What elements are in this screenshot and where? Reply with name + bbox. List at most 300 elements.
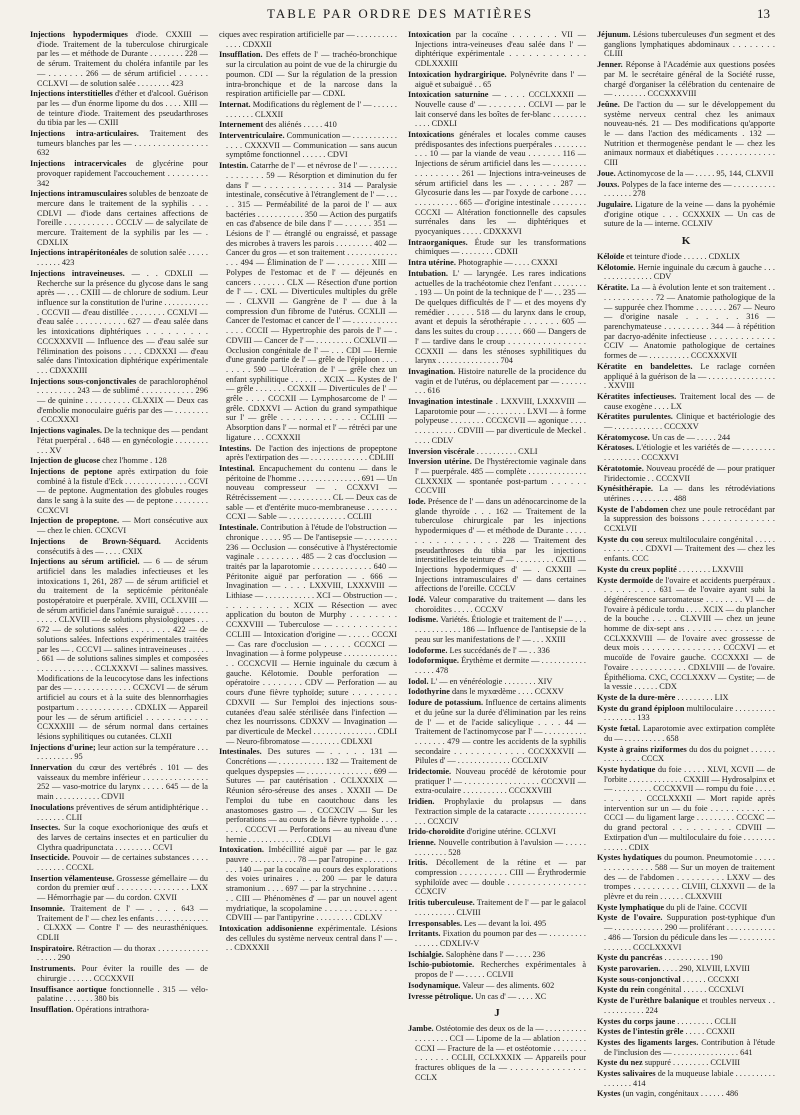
index-entry <box>408 70 586 89</box>
entry-text: préventives de sérum antidiphtérique . . . . . . . . . CLII <box>37 802 208 822</box>
index-entry <box>408 656 586 675</box>
entry-text: . . . . . . CCCXXI <box>682 974 739 984</box>
entry-heading: Iritis tuberculeuse. <box>408 898 475 908</box>
entry-text: solubles de benzoate de mercure dans le traitement de la syphilis . . . CDLVI — d'iode dans certaines affections de l'oreille . . . . . . . . . . . CCCLV — de salycilate de mercure. Traitement de la syphilis par les — . CDXLIX <box>37 189 208 247</box>
entry-heading: Intestinal. <box>219 463 255 473</box>
index-entry <box>408 698 586 766</box>
index-entry <box>408 497 586 594</box>
entry-text: expérimentale. Lésions des cellules du système nerveux central dans l' — . . . CDXXXII <box>226 923 397 953</box>
entry-text: de solution salée . . . . . . . . . . . 423 <box>37 248 208 268</box>
index-entry <box>408 929 586 948</box>
index-entry <box>30 874 208 903</box>
index-column-1 <box>30 30 208 1110</box>
entry-text: Polypes de la face interne des — . . . . . . . . . . . . . . . . . 278 <box>604 179 775 199</box>
entry-text: L'étiologie et les variétés de — . . . . . . . . . . . . . . . . . CCCXXVI <box>604 443 775 463</box>
entry-heading: Insuffisance aortique <box>30 984 107 994</box>
entry-text: congénital . . . . . . CCCXLVI <box>646 985 745 995</box>
index-entry <box>30 129 208 158</box>
entry-text: Valeur — des aliments. 602 <box>462 980 555 990</box>
entry-heading: Intubation. <box>408 268 448 278</box>
entry-text: Rétraction — du thorax . . . . . . . . . . . . . . . . . 290 <box>37 943 208 963</box>
index-entry <box>597 913 775 952</box>
index-entry <box>219 131 397 160</box>
index-entry <box>408 457 586 496</box>
entry-heading: Insomnie. <box>30 903 65 913</box>
entry-text: Étude sur les transformations chimiques — . . . . . . . . CDXII <box>415 237 586 257</box>
entry-text: fonctionnelle . 315 — vélo-palatine . . . . . . . 380 bis <box>37 984 208 1004</box>
entry-heading: Injections au sérum artificiel. <box>30 557 140 567</box>
entry-text: De l'action du — sur le développement du système nerveux central chez les animaux nouveau-nés. 21 — Des modifications qu'apporte le — dans l'action des médicaments . 132 — Nutrition et thermogenèse pendant le — chez les animaux normaux et diabétiques . . . . . . . . . . . . . CIII <box>604 99 775 168</box>
entry-heading: Internat. <box>219 99 251 109</box>
entry-heading: Iodure de potassium. <box>408 698 484 708</box>
entry-text: après extirpation du foie combiné à la fistule d'Eck . . . . . . . . . . . . . . . CCVI — de peptone. Augmentation des globules rouges dans le sang à la suite des — de peptone . . . . . . . . CCXCVI <box>37 466 208 515</box>
index-entry <box>219 845 397 923</box>
entry-heading: Jeûne. <box>597 99 620 109</box>
entry-text: Encapuchement du contenu — dans le péritoine de l'homme . . . . . . . . . . . . . . . 691 — Un nouveau compresseur — . CCXXVI — Rétrécissement — . . . . . . . . . . CL — Deux cas de sable — et d'entérite muco-membraneuse . . . . . . . CCXI — Sable — . . . . . . . . . . . . . . CCLIII <box>226 463 397 522</box>
index-entry <box>30 853 208 872</box>
entry-text: Prophylaxie du prolapsus — dans l'extraction simple de la cataracte . . . . . . . . . . . . . . . . . CCXCIV <box>415 797 586 826</box>
entry-text: L' — en vénéréologie . . . . . . . . XIV <box>430 676 553 686</box>
entry-heading: Innervation <box>30 763 72 773</box>
index-entry <box>408 858 586 897</box>
index-entry <box>597 565 775 575</box>
entry-text: Imbécillité aiguë par — par le gaz pauvre . . . . . . . . . . . 78 — par l'atropine . . . . . . . . . . . 140 — par la cocaïne au cours des explorations des voies urinaires . . . . 200 — par le datura stramonium . . . . 697 — par la strychnine . . . . . . . . . CIII — Phénomènes d' — par un nouvel agent mydriatique, la scopolamine . . . . . . . . . . . . . . . CDVIII — par l'antipyrine . . . . . . . . . CDLXV <box>226 845 397 923</box>
index-entry <box>597 283 775 361</box>
entry-heading: Intestinales. <box>219 747 262 757</box>
index-entry <box>597 975 775 985</box>
entry-heading: Ischialgie. <box>408 949 444 959</box>
entry-heading: Jugulaire. <box>597 199 633 209</box>
entry-text: et troubles nerveux . . . . . . . . . . . . 224 <box>604 996 775 1015</box>
entry-text: . . . . . . . . LXXVIII <box>678 564 744 574</box>
index-entry <box>597 704 775 723</box>
index-entry <box>408 919 586 929</box>
entry-heading: Injections intracervicales <box>30 159 127 169</box>
entry-heading: Insecticide. <box>30 853 70 863</box>
index-entry <box>597 953 775 963</box>
entry-heading: Insectes. <box>30 823 61 833</box>
entry-heading: Kératite en bandelettes. <box>597 361 693 371</box>
entry-text: Accidents consécutifs à des — . . . . CXIX <box>37 536 208 556</box>
entry-heading: Injections interstitielles <box>30 89 113 99</box>
entry-heading: Kystes de l'intestin grêle <box>597 1027 684 1037</box>
index-entry <box>30 904 208 943</box>
index-entry <box>408 687 586 697</box>
entry-heading: Intoxication. <box>219 845 264 855</box>
index-entry <box>30 985 208 1004</box>
index-entry <box>597 484 775 503</box>
index-entry <box>219 50 397 99</box>
entry-heading: Kyste à grains riziformes <box>597 744 687 754</box>
entry-heading: Inoculations <box>30 802 74 812</box>
index-entry <box>597 443 775 462</box>
entry-heading: Injections intrapéritonéales <box>30 248 128 258</box>
entry-text: Les succédanés de l' — . . 336 <box>449 645 550 655</box>
entry-heading: Kératites infectieuses. <box>597 391 677 401</box>
entry-text: — 6 — de sérum artificiel dans les maladies infectieuses et les intoxications 1, 261, 287 — de sérum artificiel et du traitement de la septicémie péritonéale postopératoire et puerpérale. XVIII, CCLXVIII — de sérum artificiel dans l'anémie suraiguë . . . . . . . . . . . . . CLXVIII — de solutions physiologiques . . . 672 — de solutions salées . . . . . . . . 422 — de solutions salées. Infections expérimentales traitées par les — . CCCVI — salines intraveineuses . . . . . . 661 — de solutions salines simples et composées . . . . . . . . . . . . . CCLXXXVI — salines massives. Modifications de la leucocytose dans les infections par des — . . . . . . . . . . . . . CCXCVI — de sérum artificiel au cours et à la suite des blennorrhagies postpartum . . . . . . . . . . . . . CDXLIX — Appareil pour les — de sérum artificiel . . . . . . . . . . . . CCXXXIII — de sérum normal dans certaines lésions syphilitiques ou cutanées. CLXII <box>37 557 208 741</box>
entry-heading: Injections vaginales. <box>30 426 102 436</box>
entry-text: de parachlorophénol . . . . . . . . . 243 — de sublimé . . . . . . . . . . . . 296 — de quinine . . . . . . . . . . CLXXIX — Deux cas d'embolie monoculaire guéris par des — . . . . . . . . . CCCXXXI <box>37 376 208 425</box>
entry-text: multiloculaire . . . . . . . . . . . . . . . . . . 133 <box>604 703 775 723</box>
entry-text: — . . . . CCCLXXXII — Nouvelle cause d' — . . . . . . . . CCLVI — par le lait conservé dans les boîtes de fer-blanc . . . . . . . . . . . . CDXLI <box>415 90 586 129</box>
entry-heading: Kystes des ligaments larges. <box>597 1037 699 1047</box>
entry-text: Traitement de l' — par le gaïacol . . . . . . . . . . CLVIII <box>415 898 586 917</box>
entry-heading: Iodoformique. <box>408 656 459 666</box>
entry-text: Nouveau procédé de — pour pratiquer l'iridectomie . . CCCXVII <box>604 463 775 483</box>
entry-heading: Kyste de l'abdomen <box>597 504 669 514</box>
index-entry <box>597 765 775 852</box>
entry-text: Grossesse gémellaire — du cordon du premier œuf . . . . . . . . . . . . . . . . LXX — Hémorrhagie par — du cordon. CXVII <box>37 873 208 903</box>
entry-text: — Mort consécutive aux — chez le chien. CCXCVI <box>37 516 208 536</box>
index-entry <box>30 467 208 516</box>
index-entry <box>30 944 208 963</box>
index-entry <box>30 964 208 983</box>
entry-text: Décollement de la rétine et — par compression . . . . . . . . . . CIII — Érythrodermie syphiloïde avec — double . . . . . . . . . . . . . . . . CCXCIV <box>415 858 586 897</box>
index-entry <box>408 677 586 687</box>
entry-heading: Jéjunum. <box>597 30 631 39</box>
entry-text: La — dans les rétrodéviations utérines . . . . . . . . . . 488 <box>604 484 775 503</box>
index-entry <box>408 367 586 396</box>
entry-heading: Kératoses. <box>597 443 635 453</box>
entry-text: Traitement de l' — . . . . 643 — Traitement de l' — chez les enfants . . . . . . . . . . . . . . CLXXX — Contre l' — des neurasthéniques. CDLII <box>37 903 208 942</box>
entry-text: . . . . . CCXXII <box>685 1027 735 1037</box>
entry-heading: Irido-choroïdite <box>408 827 465 837</box>
index-entry <box>597 1017 775 1027</box>
index-entry <box>597 30 775 59</box>
index-entry <box>597 535 775 564</box>
index-entry <box>30 377 208 426</box>
entry-heading: Iode. <box>408 497 426 507</box>
entry-heading: Injections de peptone <box>30 466 113 476</box>
index-entry <box>408 90 586 129</box>
index-entry <box>219 747 397 844</box>
entry-heading: Intra utérine. <box>408 258 456 268</box>
entry-heading: Injections intramusculaires <box>30 189 127 199</box>
index-entry <box>30 189 208 247</box>
entry-text: . . . . . . . . . LIX <box>677 693 729 702</box>
index-entry <box>408 238 586 257</box>
entry-text: Fixation du poumon par des — . . . . . . . . . . . . . . . CDXLIV-V <box>415 929 586 948</box>
index-entry <box>597 60 775 99</box>
entry-heading: Kyste de la dure-mère <box>597 693 676 702</box>
index-entry <box>219 523 397 746</box>
entry-heading: Iodisme. <box>408 615 439 625</box>
entry-text: Lésions tuberculeuses d'un segment et des ganglions lymphatiques abdominaux . . . . . . . . CLIII <box>604 30 775 59</box>
entry-heading: Jouxs. <box>597 179 620 189</box>
index-entry <box>30 159 208 188</box>
entry-text: et teinture d'iode . . . . . . CDXLIX <box>626 252 740 262</box>
page-number: 13 <box>757 6 770 21</box>
index-entry <box>408 950 586 960</box>
index-entry <box>219 120 397 130</box>
index-entry <box>597 180 775 199</box>
entry-text: ciques avec respiration artificielle par — . . . . . . . . . . . . . . CDXXII <box>219 30 397 49</box>
entry-heading: Inversion utérine. <box>408 457 472 467</box>
entry-text: chez l'homme . 128 <box>102 456 167 466</box>
index-entry <box>408 397 586 446</box>
index-entry <box>219 30 397 49</box>
entry-text: L' — laryngée. Les rares indications actuelles de la trachéotomie chez l'enfant . . . . . . . . . 193 — Un point de la technique de l' — . . 235 — De quelques difficultés de l' — et des moyens d'y remédier . . . . . . 518 — du larynx dans le croup, avant et depuis la sérothérapie . . . . . . . 605 — dans les suites du croup . . . . . . 660 — Dangers de l' — tardive dans le croup . . . . . . . . . . . . . . . . CCXXII — dans les sténoses syphilitiques du larynx . . . . . . . . . . . . . . . 704 <box>415 268 586 366</box>
index-entry <box>408 615 586 644</box>
index-entry <box>597 1038 775 1057</box>
index-entry <box>408 960 586 979</box>
entry-text: La — à évolution lente et son traitement . . . . . . . . . . . . . 72 — Anatomie pathologique de la — suppurée chez l'homme . . . . . . . 267 — Neuro — d'origine nasale . . . . . . 316 — parenchymateuse . . . . . . . . . . 344 — à répétition par dacryo-adénite infectieuse . . . . . . . . . . . . . CCIV — Anatomie pathologique de certaines formes de — . . . . . . . . . . CCCXXXVII <box>604 283 775 361</box>
entry-heading: Iritis. <box>408 858 428 868</box>
entry-heading: Injections sous-conjonctivales <box>30 376 137 386</box>
index-entry <box>597 903 775 913</box>
index-columns <box>30 30 775 1110</box>
index-entry <box>30 248 208 267</box>
index-entry <box>408 767 586 796</box>
entry-text: d'éther et d'alcool. Guérison par les — d'un énorme lipome du dos . . . . XIII — de teinture d'iode. Traitement des pseudarthroses du tibia par les — CXIII <box>37 89 208 128</box>
entry-heading: Interventriculaire. <box>219 131 285 141</box>
index-column-4 <box>597 30 775 1110</box>
entry-heading: Kystes salivaires <box>597 1069 656 1079</box>
entry-heading: Jambe. <box>408 1024 434 1034</box>
index-entry <box>30 763 208 802</box>
index-entry <box>408 269 586 366</box>
entry-heading: Intestinale. <box>219 523 259 533</box>
entry-heading: Iodothyrine <box>408 687 450 697</box>
entry-heading: Kyste sous-conjonctival <box>597 974 681 984</box>
entry-heading: Irritants. <box>408 929 441 939</box>
entry-text: Présence de l' — dans un adénocarcinome de la glande thyroïde . . . 162 — Traitement de la tuberculose chirurgicale par les injections hypodermiques d' — et méthode de Durante . . . . . . . . . . . . . . . . . 228 — Traitement des pseudarthroses du tibia par les injections interstitielles de teinture d' — . . . . . . . . . CXIII — Injections hypodermiques d' — . CXXIII — Injections intramusculaires d' — dans certaines affections de l'oreille. CCCLV <box>415 497 586 594</box>
entry-heading: Insufflation. <box>219 50 263 60</box>
entry-text: générales et locales comme causes prédisposantes des infections puerpérales . . . . . . . . . . . 10 — par la viande de veau . . . . . . . 116 — Injections de sérum artificiel dans les — . . . . . . . . . . . . . . . . . 261 — Injections intra-veineuses de sérum artificiel dans les — . . . . . . 287 — Glycosurie dans les — par l'oxyde de carbone . . . . . . . . . . . . . . 665 — d'origine intestinale . . . . . . . . CCCXI — Altération fonctionnelle des capsules surrénales dans les — diphtériques et pyocyaniques . . . . . CDXXXVI <box>415 130 586 237</box>
entry-text: Laparotomie avec extirpation complète du — . . . . . . . . . . 658 <box>604 724 775 743</box>
index-entry <box>408 595 586 614</box>
entry-text: Pouvoir — de certaines substances . . . . . . . . . . . CCCXL <box>37 853 208 873</box>
entry-text: Histoire naturelle de la procidence du vagin et de l'utérus, ou déplacement par — . . . . . . . . . 616 <box>415 366 586 396</box>
entry-text: du pli de l'aine. CCCVII <box>666 902 748 912</box>
entry-text: Valeur comparative du traitement — dans les choroïdites . . . . . CCCXV <box>415 595 586 614</box>
section-letter: J <box>494 1007 500 1020</box>
entry-text: Polynévrite dans l' — aiguë et subaiguë . . 65 <box>415 69 586 89</box>
section-letter: K <box>681 235 691 248</box>
index-entry <box>408 827 586 837</box>
entry-heading: Insufflation. <box>30 1004 74 1014</box>
entry-heading: Iodol. <box>408 676 429 686</box>
entry-text: Ligature de la veine — dans la pyohémie d'origine otique . . . CCXXXIX — Un cas de suture de la — interne. CCLXIV <box>604 199 775 229</box>
entry-heading: Isodynamique. <box>408 980 461 990</box>
entry-text: par la cocaïne . . . . . . . VII — Injections intra-veineuses d'eau salée dans l' — diphtérique expérimentale . . . . . . . . . . . . CDLXXXIII <box>415 30 586 69</box>
entry-heading: Injection de glucose <box>30 456 101 466</box>
entry-text: dans le myxœdème . . . . CCXXV <box>452 687 564 697</box>
entry-text: . . . . . . . . . . CXLI <box>476 446 538 456</box>
entry-heading: Kystes hydatiques <box>597 853 662 863</box>
entry-text: du cœur des vertébrés . 101 — des vaisseaux du membre inférieur . . . . . . . . . . . . . . . 252 — vaso-motrice du larynx . . . . . 645 — de la main . . . . . . . . . . . CDVII <box>37 763 208 802</box>
entry-text: Photographie — . . . . CXXXI <box>458 258 558 268</box>
page-title: TABLE PAR ORDRE DES MATIÈRES <box>266 6 534 21</box>
index-entry <box>597 169 775 179</box>
entry-heading: Kyste du grand épiploon <box>597 703 685 713</box>
entry-heading: Kyste du creux poplité <box>597 564 677 574</box>
entry-heading: Intraorganiques. <box>408 237 468 247</box>
entry-heading: Kératites purulentes. <box>597 412 673 422</box>
entry-heading: Joue. <box>597 168 616 178</box>
entry-text: de la muqueuse labiale . . . . . . . . . . . . . . . . . 414 <box>604 1069 775 1088</box>
entry-heading: Injections intra-articulaires. <box>30 129 139 139</box>
entry-heading: Iodé. <box>408 595 426 605</box>
entry-text: Opérations intrathora- <box>75 1004 150 1014</box>
entry-heading: Intestin. <box>219 161 249 171</box>
index-entry <box>597 362 775 391</box>
index-entry <box>408 447 586 457</box>
entry-text: Nouvelle contribution à l'avulsion — . . . . . . . . . . . . . 528 <box>415 837 586 857</box>
index-entry <box>597 464 775 483</box>
index-column-2 <box>219 30 397 1110</box>
index-entry <box>597 964 775 974</box>
index-entry <box>408 258 586 268</box>
entry-heading: Injections hypodermiques <box>30 30 128 39</box>
entry-text: Réponse à l'Académie aux questions posées par M. le secrétaire général de la Société russe, chargé d'organiser la célébration du centenaire de — . . . . . . . . CCCXXXVIII <box>604 60 775 99</box>
entry-text: . LXXVIII, LXXXVIII — Laparotomie pour — . . . . . . . . . LXVI — à forme polypeuse . . . . . . . . CCCXCVII — agonique . . . . . . . . . . . . . . CDVIII — par diverticule de Meckel . . . . . CDLV <box>415 397 586 445</box>
entry-text: Des effets de l' — trachéo-bronchique sur la circulation au point de vue de la chirurgie du poumon. CDI — Sur la régulation de la pression intra-bronchique et de la narcose dans la respiration artificielle par — CDXL <box>226 50 397 99</box>
entry-heading: Kélotomie. <box>597 262 636 272</box>
entry-text: Clinique et bactériologie des — . . . . . . . . . . . . CCCXXV <box>604 412 775 432</box>
entry-text: Un cas d' — . . . . XC <box>475 991 547 1001</box>
entry-text: Recherches expérimentales à propos de l' — . . . . . CCLVII <box>415 960 586 980</box>
entry-text: Un cas de — . . . . . 244 <box>651 432 731 442</box>
entry-heading: Injections d'urine; <box>30 742 96 752</box>
entry-text: d'iode. CXXIII — d'iode. Traitement de la tuberculose chirurgicale par les — et méthode de Durante . . . . . . . . 228 — de sérum. Traitement du choléra infantile par les — . . . . . . . 266 — de sérum artificiel . . . . . . CCLXVI — de solution salée . . . . . . . . 423 <box>37 30 208 88</box>
entry-text: Salophène dans l' — . . . . 236 <box>445 949 546 959</box>
index-entry <box>408 1024 586 1082</box>
index-entry <box>597 1089 775 1099</box>
index-entry <box>597 996 775 1015</box>
index-column-3 <box>408 30 586 1110</box>
entry-heading: Irienne. <box>408 837 436 847</box>
index-entry <box>597 412 775 431</box>
entry-heading: Intoxication addisonienne <box>219 923 313 933</box>
entry-heading: Kyste de l'ovaire. <box>597 913 663 923</box>
index-entry <box>30 1005 208 1015</box>
index-entry <box>30 516 208 535</box>
entry-text: Pour éviter la rouille des — de chirurgie . . . . . . CCCXXVII <box>37 964 208 983</box>
index-entry <box>219 924 397 953</box>
index-entry <box>219 444 397 463</box>
index-entry <box>597 985 775 995</box>
index-entry <box>408 130 586 237</box>
entry-heading: Iodoforme. <box>408 645 448 655</box>
index-entry <box>597 100 775 168</box>
entry-text: de l'ovaire et accidents puerpéraux . . . . . . . . . . 631 — de l'ovaire ayant subi la dégénérescence sarcomateuse . . . . . . . . VI — de l'ovaire à pédicule tordu . . . . XCIX — du plancher de la bouche . . . . . CLXVIII — chez un jeune homme de dix-sept ans . . . . . . . . . . . . . . . . . CCLXXXVIII — de l'ovaire avec grossesse de deux mois . . . . . . . . . . . . . . . . CCCXVI — et mucoïde de l'ovaire gauche. CCCXXXI — de l'ovaire . . . . . . . . . . . . CDXLVIII — de l'ovaire. Épithélioma. CXC, CCCLXXXV — Cystite; — de la vessie . . . . . . CDX <box>604 575 775 692</box>
entry-heading: Invagination. <box>408 366 456 376</box>
index-entry <box>30 823 208 852</box>
entry-text: . . . . . . . . . . . 190 <box>664 953 723 963</box>
index-entry <box>597 1058 775 1068</box>
entry-text: De l'hystérectomie vaginale dans l' — puerpérale. 485 — complète . . . . . . . . . . . . . . CLXXXIX — spontanée post-partum . . . . . . CCCVIII <box>415 457 586 496</box>
entry-heading: Inspiratoire. <box>30 943 75 953</box>
entry-text: Catarrhe de l' — et névrose de l' — . . . . . . . . . . . . . . . 59 — Résorption et diminution du fer dans l' — . . . . . . . . . . . . . 314 — Paralysie intestinale, consécutive à l'étranglement de l' — . . . . . 315 — Perméabilité de la paroi de l' — aux bactéries . . . . . . . . . . . 350 — Action des purgatifs en cas d'absence de bile dans l' — . . . . . . 351 — Lésions de l' — étranglé ou engraissé, et passage des microbes à travers les parois . . . . . . . . . 402 — Cancer du gros — et son traitement . . . . . . . . . . . . . . . 494 — Élimination de l' — . . . . . . . XIII — Polypes de l'estomac et de l' — déjeunés en cancers . . . . . . . CLX — Résection d'une portion de l' — . CXL — Diverticules multiples du grêle — . CLXVII — Gangrène de l' — due à la compression d'un fibrome de l'utérus. CCXLII — Cancer de l'estomac et cancer de l' — . . . . . . . . . . . . . . . CCCII — Hypertrophie des parois de l' — . CDVIII — Cancer de l' — . . . . . . . . . CCXLVII — Occlusion congénitale de l' — . . . CDI — Hernie d'une grande partie de l' — grêle de l'épiploon . . . . . . . . . 590 — Ulcération de l' — grêle chez un enfant syphilitique . . . . . . . XCIX — Kystes de l' — grêle . . . . . . . CCXXII — Diverticules de l' — grêle . . . . CCCXII — Lymphosarcome de l' — grêle. CDXXVI — Action du grand sympathique sur l' — grêle . . . . . . . . . . . . . CCLIII — Absorption dans l' — normal et l' — rétréci par une ligature . . . CCXXXII <box>226 161 397 442</box>
running-head <box>0 4 800 24</box>
entry-heading: Kyste du rein <box>597 985 645 995</box>
index-entry <box>408 981 586 991</box>
entry-heading: Instruments. <box>30 964 76 974</box>
entry-text: Traitement des tumeurs blanches par les — . . . . . . . . . . . . . . . . 632 <box>37 129 208 158</box>
index-entry <box>30 269 208 376</box>
entry-heading: Iridectomie. <box>408 767 452 777</box>
entry-heading: Invagination intestinale <box>408 397 493 407</box>
entry-heading: Kystes du corps jaune <box>597 1016 676 1026</box>
entry-heading: Injections de Brown-Séquard. <box>30 536 161 546</box>
entry-heading: Kéloïde <box>597 252 625 262</box>
index-entry <box>597 745 775 764</box>
index-entry <box>597 693 775 703</box>
entry-heading: Injection de propeptone. <box>30 516 120 526</box>
entry-heading: Kyste dermoïde <box>597 575 654 585</box>
index-entry <box>30 456 208 466</box>
index-entry <box>30 557 208 741</box>
entry-text: Contribution à l'étude de l'obstruction — chronique . . . . . 95 — De l'antisepsie — . . . . . . . . 236 — Occlusion — consécutive à l'hystérectomie vaginale . . . . . . . . . 485 — 2 cas d'occlusion — traités par la laparotomie . . . . . . . . . . . . . 640 — Péritonite aiguë par perforation — . 666 — Invagination — . . . . LXXVIII, LXXXVIII — Lithiase — . . . . . . . . . . . . XCI — Obstruction — . . . . . . . . . . . XCIX — Résection — avec application du bouton de Murphy . . . . . . . . CCXXVIII — Tuberculose — . . . . . . . . . . . CCLIII — Intoxication d'origine — . . . . . CCCXI — Cas rare d'occlusion — . . . . . CCCXCI — Invagination — à forme polypeuse . . . . . . . . . . . . . . . CCCXCVII — Hernie inguinale du cæcum à gauche. Kélotomie. Double perforation — opératoire . . . . . . . . CDV — Perforation — au cours d'une fièvre typhoïde; suture . . . . . . . . CDXVII — Sur l'emploi des injections sous-cutanées d'eau salée stérilisée dans l'infection — chez les nourrissons. CDXXV — Invagination — par diverticule de Meckel . . . . . . . . . . . . . . . CDLI — Neuro-fibromatose — . . . . . . . CDLXXI <box>226 523 397 746</box>
entry-heading: Iridien. <box>408 797 435 807</box>
entry-text: . . . . . . . . . CCLII <box>677 1016 737 1026</box>
entry-heading: Kyste fœtal. <box>597 724 641 734</box>
entry-heading: Internement <box>219 120 264 130</box>
entry-text: Traitement local des — de cause exogène . . . . LX <box>604 391 775 411</box>
entry-heading: Kynésithérapie. <box>597 484 653 494</box>
entry-text: Actinomycose de la — . . . . . 95, 144, CLXVII <box>617 168 774 178</box>
entry-text: Hernie inguinale du cæcum à gauche . . . . . . . . . . . . . . . CDV <box>604 262 775 282</box>
index-entry <box>30 30 208 88</box>
index-entry <box>30 537 208 556</box>
entry-heading: Kystes <box>597 1089 621 1099</box>
entry-text: . . . . 290, XLVIII, LXVIII <box>662 963 750 973</box>
index-entry <box>597 724 775 743</box>
index-entry <box>408 30 586 69</box>
index-entry <box>30 89 208 128</box>
entry-text: Nouveau procédé de kérotomie pour pratiquer l' — . . . . . . . . . . . . . . . . . CCCXVII — extra-oculaire . . . . . . . . . . . CCCXXVIII <box>415 767 586 796</box>
entry-text: Variétés. Étiologie et traitement de l' — . . . . . . . . . . . . . . 186 — Influence de l'antisepsie de la peau sur les manifestations de l' — . . . XXIII <box>415 615 586 644</box>
entry-heading: Injections intraveineuses. <box>30 268 125 278</box>
index-entry <box>408 797 586 826</box>
entry-heading: Kératite. <box>597 283 629 293</box>
entry-text: Sur la coque exochorionique des œufs et des larves de certains insectes et en particulier du Clythra quadripunctata . . . . . . . . . CCVI <box>37 823 208 852</box>
entry-text: (un vagin, congénitaux . . . . . . 486 <box>622 1089 739 1099</box>
entry-text: Le raclage cornéen appliqué à la guérison de la — . . . . . . . . . . . . . . . . . XXVIII <box>604 361 775 391</box>
entry-text: De la technique des — pendant l'état puerpéral . . 648 — en gynécologie . . . . . . . . . . . XV <box>37 426 208 455</box>
entry-heading: Kyste lymphatique <box>597 902 665 912</box>
index-entry <box>408 898 586 917</box>
entry-text: d'origine utérine. CCLXVI <box>466 827 556 837</box>
index-entry <box>597 576 775 692</box>
entry-heading: Intoxication saturnine <box>408 90 489 100</box>
entry-heading: Ivresse pétrolique. <box>408 991 474 1001</box>
index-entry <box>30 743 208 762</box>
index-entry <box>597 433 775 443</box>
index-entry <box>408 646 586 656</box>
entry-text: Les — devant la loi. 495 <box>464 918 547 928</box>
entry-text: des aliénés . . . . . 410 <box>265 120 337 130</box>
entry-heading: Kyste du nez <box>597 1058 643 1068</box>
index-entry <box>30 426 208 455</box>
entry-heading: Kératotomie. <box>597 463 644 473</box>
entry-text: De l'action des injections de propeptone après l'extirpation des — . . . . . . . . . . . . . . CDLIII <box>226 443 397 463</box>
entry-text: Des sutures — . . . . . 131 — Concrétions — . . . . . . . . . . . 132 — Traitement de quelques dyspepsies — . . . . . . . . . . . . . . . 699 — Sutures — par cautérisation . CCLXXXIX — Réunion séro-séreuse des anses . XXXII — De l'emploi du tube en caoutchouc dans les anastomoses gastro — . CCCXCIV — Sur les perforations — au cours de la fièvre typhoïde . . . . . . . . CCCCVI — Perforations — au niveau d'une hernie . . . . . . . . . . . . . . CDLVI <box>226 747 397 844</box>
entry-text: Influence de certains aliments et du jeûne sur la durée d'élimination par les reins de l' — et de l'acide salicylique . . . . 44 — Traitement de l'actinomycose par l' — . . . . . . . . . . . . . . . . . 479 — contre les accidents de la syphilis secondaire . . . . . . . . . . . . . CCCXXXVII — Pilules d' — . . . . . . . . . . . . . CCCLXIV <box>415 698 586 766</box>
entry-heading: Inversion viscérale <box>408 446 475 456</box>
index-entry <box>597 392 775 411</box>
entry-heading: Ischio-pubiotomie. <box>408 960 475 970</box>
entry-text: leur action sur la température . . . . . . . . . . . . 95 <box>37 742 208 762</box>
entry-text: — . . CDXLII — Recherche sur la présence du glycose dans le sang après — . . . CXIII — de chlorure de sodium. Leur influence sur la constitution de l'urine . . . . . . . . . . . . CCCVII — d'eau distillée . . . . . . . . CCXLVI — d'eau salée . . . . . . . . . . . 627 — d'eau salée dans les intoxications diphtériques . . . . . . . . . CCCXXXVII — Influence des — d'eau salée sur l'élimination des poisons . . . . CDXXXI — d'eau salée dans l'intoxication diphtérique expérimentale . . . CDXXXIII <box>37 268 208 375</box>
index-entry <box>597 200 775 229</box>
entry-heading: Insertion vélamenteuse. <box>30 873 115 883</box>
index-entry <box>597 252 775 262</box>
index-entry <box>408 992 586 1002</box>
entry-text: Érythème et dermite — . . . . . . . . . . . . . . . . 478 <box>415 656 586 675</box>
index-entry <box>30 803 208 822</box>
